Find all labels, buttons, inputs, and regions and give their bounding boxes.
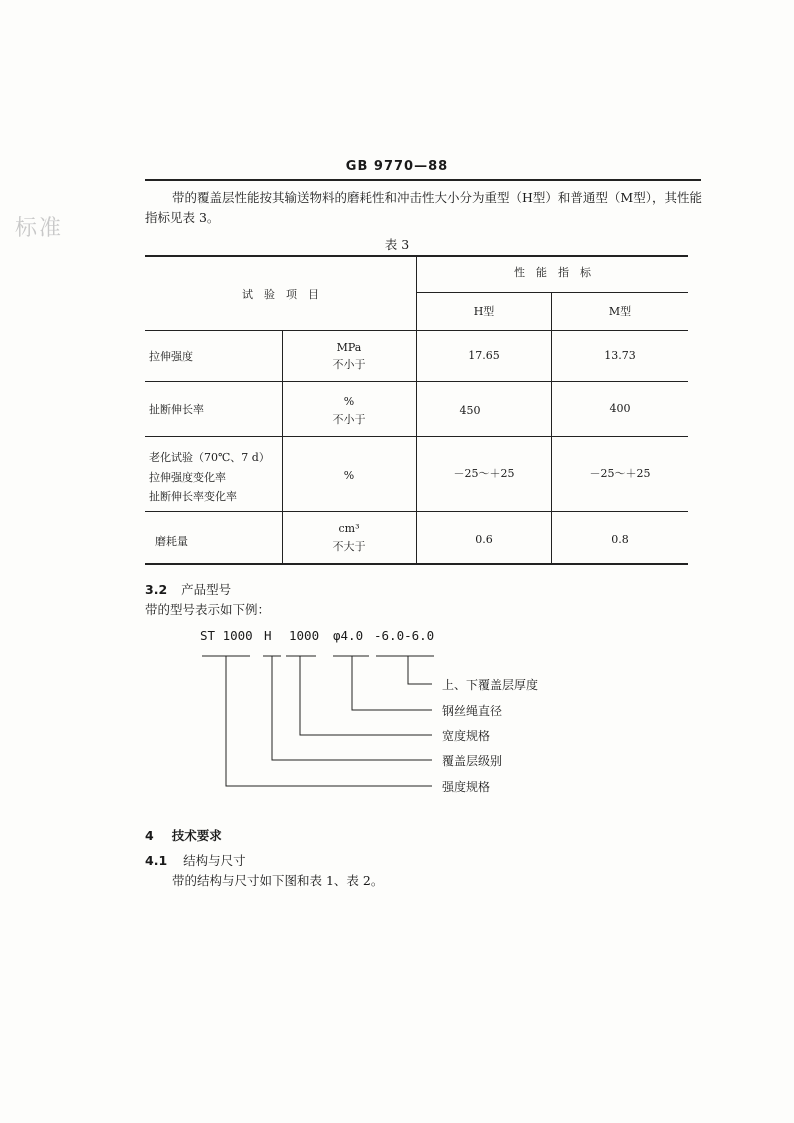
row-m-value: 400 (609, 402, 631, 415)
row-name: 磨耗量 (155, 535, 188, 548)
section-4-heading (145, 826, 222, 844)
row-name-line: 拉伸强度变化率 (149, 471, 226, 484)
row-m-value: －25～＋25 (589, 467, 651, 480)
row-condition: 不小于 (332, 413, 366, 426)
row-name: 扯断伸长率 (149, 403, 204, 416)
section-number: 4.1 (145, 853, 168, 868)
header-test-item: 试 验 项 目 (242, 288, 319, 301)
intro-line-2: 指标见表 3。 (145, 210, 220, 225)
section-title: 结构与尺寸 (183, 853, 246, 868)
label-cover-grade: 覆盖层级别 (442, 754, 503, 768)
row-unit: % (343, 469, 355, 482)
section-number: 3.2 (145, 582, 168, 597)
section-3-2-text: 带的型号表示如下例： (145, 602, 271, 617)
label-width-spec: 宽度规格 (442, 729, 491, 743)
standard-number-header: GB 9770—88 (345, 159, 449, 174)
label-cover-thickness: 上、下覆盖层厚度 (442, 678, 539, 692)
row-condition: 不小于 (332, 358, 366, 371)
label-strength-spec: 强度规格 (442, 780, 491, 794)
table-caption: 表 3 (384, 237, 410, 252)
intro-line-1: 带的覆盖层性能按其输送物料的磨耗性和冲击性大小分为重型（H型）和普通型（M型），其性能 (172, 190, 702, 205)
row-h-value: 450 (459, 404, 481, 417)
row-m-value: 0.8 (611, 533, 629, 546)
code-cover-grade: H (264, 628, 272, 643)
code-width: 1000 (289, 628, 320, 643)
section-number: 4 (145, 828, 154, 843)
row-unit: cm³ (338, 522, 360, 535)
section-4-1-text: 带的结构与尺寸如下图和表 1、表 2。 (172, 873, 384, 888)
label-cord-diameter: 钢丝绳直径 (442, 704, 503, 718)
row-m-value: 13.73 (604, 349, 636, 362)
header-performance: 性 能 指 标 (514, 266, 591, 279)
header-m-type: M型 (608, 305, 632, 318)
row-name-line: 老化试验（70℃、7 d） (149, 451, 270, 464)
row-h-value: 0.6 (475, 533, 493, 546)
row-condition: 不大于 (332, 540, 366, 553)
section-4-1-heading (145, 851, 246, 869)
section-title: 技术要求 (171, 828, 222, 843)
row-unit: % (343, 395, 355, 408)
code-strength: ST 1000 (200, 628, 253, 643)
code-cover-thickness: -6.0-6.0 (374, 628, 435, 643)
row-h-value: －25～＋25 (453, 467, 515, 480)
watermark-text: 标准 (15, 216, 64, 241)
code-cord-diameter: φ4.0 (333, 628, 364, 643)
row-unit: MPa (336, 341, 362, 354)
row-h-value: 17.65 (468, 349, 500, 362)
row-name: 拉伸强度 (149, 350, 193, 363)
section-title: 产品型号 (181, 582, 232, 597)
row-name-line: 扯断伸长率变化率 (149, 490, 237, 503)
header-h-type: H型 (473, 305, 495, 318)
